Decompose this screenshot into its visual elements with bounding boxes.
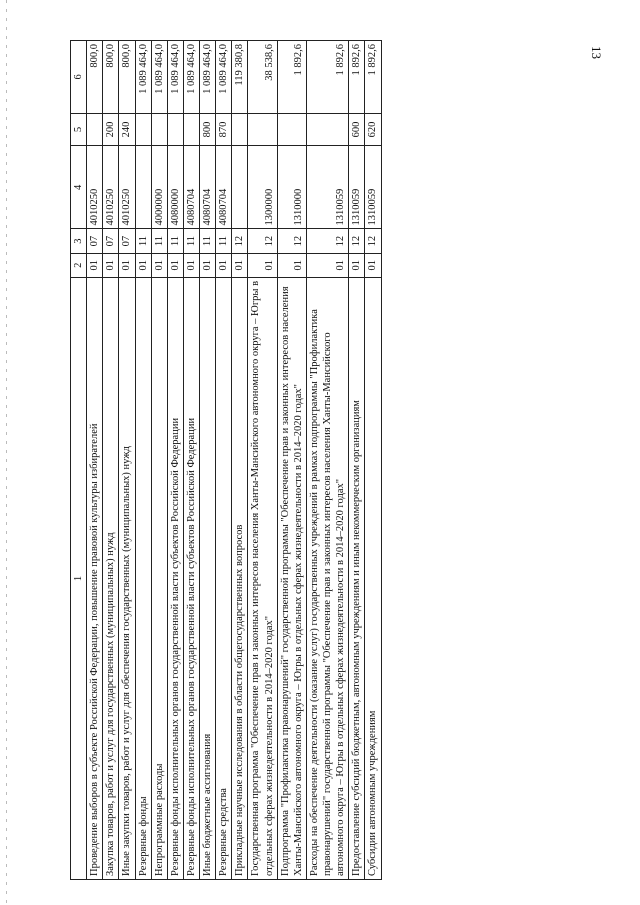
table-cell-name: Субсидии автономным учреждениям xyxy=(365,277,381,879)
table-cell-c4: 4010250 xyxy=(119,146,135,229)
table-cell-c2: 01 xyxy=(277,253,306,277)
table-cell-c4: 1300000 xyxy=(248,146,277,229)
table-cell-name: Прикладные научные исследования в области общегосударственных вопросов xyxy=(232,277,248,879)
table-cell-c3: 12 xyxy=(306,229,348,253)
header-cell: 3 xyxy=(71,229,87,253)
table-cell-c6: 1 089 464,0 xyxy=(183,41,199,114)
table-row xyxy=(277,41,306,880)
table-cell-c2: 01 xyxy=(151,253,167,277)
table-cell-c6: 1 892,6 xyxy=(365,41,381,114)
table-cell-c6: 1 892,6 xyxy=(306,41,348,114)
table-cell-c5: 620 xyxy=(365,113,381,146)
table-cell-c4 xyxy=(232,146,248,229)
table-cell-c6: 1 089 464,0 xyxy=(167,41,183,114)
table-cell-c4: 4000000 xyxy=(151,146,167,229)
table-cell-name: Проведение выборов в субъекте Российской Федерации, повышение правовой культуры избирателей xyxy=(87,277,103,879)
table-cell-name: Подпрограмма "Профилактика правонарушений" государственной программы "Обеспечение прав и законных интересов населения Ханты-Мансийского автономного округа – Югры в отдельных сферах жизнедеятельности в 2014–2020 годах" xyxy=(277,277,306,879)
table-cell-c3: 11 xyxy=(216,229,232,253)
table-cell-c3: 11 xyxy=(167,229,183,253)
table-cell-c3: 12 xyxy=(277,229,306,253)
table-header-row xyxy=(71,41,87,880)
table-cell-c2: 01 xyxy=(232,253,248,277)
table-row xyxy=(349,41,365,880)
table-cell-c6: 800,0 xyxy=(87,41,103,114)
table-cell-c4: 4080704 xyxy=(183,146,199,229)
table-cell-c2: 01 xyxy=(135,253,151,277)
table-cell-c3: 12 xyxy=(365,229,381,253)
table-cell-c6: 1 089 464,0 xyxy=(216,41,232,114)
budget-table-rotated xyxy=(70,40,382,880)
table-cell-c2: 01 xyxy=(200,253,216,277)
table-cell-c4: 1310059 xyxy=(365,146,381,229)
table-cell-c6: 1 089 464,0 xyxy=(200,41,216,114)
table-cell-c6: 1 892,6 xyxy=(277,41,306,114)
table-cell-name: Резервные фонды исполнительных органов государственной власти субъектов Российской Федерации xyxy=(167,277,183,879)
table-cell-name: Предоставление субсидий бюджетным, автономным учреждениям и иным некоммерческим организациям xyxy=(349,277,365,879)
table-cell-c2: 01 xyxy=(183,253,199,277)
page-number: 13 xyxy=(589,46,604,59)
table-cell-c4: 4010250 xyxy=(87,146,103,229)
table-cell-name: Непрограммные расходы xyxy=(151,277,167,879)
table-cell-c5 xyxy=(306,113,348,146)
table-cell-c4: 1310000 xyxy=(277,146,306,229)
table-cell-c5: 200 xyxy=(103,113,119,146)
table-row xyxy=(232,41,248,880)
table-row xyxy=(183,41,199,880)
table-cell-c5 xyxy=(87,113,103,146)
table-row xyxy=(135,41,151,880)
table-cell-c5 xyxy=(135,113,151,146)
table-row xyxy=(151,41,167,880)
budget-table xyxy=(70,40,382,880)
table-cell-c6: 800,0 xyxy=(119,41,135,114)
header-cell: 4 xyxy=(71,146,87,229)
table-cell-c5 xyxy=(167,113,183,146)
table-cell-c3: 07 xyxy=(119,229,135,253)
table-cell-c3: 12 xyxy=(232,229,248,253)
table-cell-c3: 11 xyxy=(183,229,199,253)
table-cell-c5 xyxy=(183,113,199,146)
header-cell: 2 xyxy=(71,253,87,277)
table-cell-name: Закупка товаров, работ и услуг для государственных (муниципальных) нужд xyxy=(103,277,119,879)
table-cell-c2: 01 xyxy=(216,253,232,277)
table-row xyxy=(103,41,119,880)
table-cell-c2: 01 xyxy=(306,253,348,277)
table-cell-c6: 119 380,8 xyxy=(232,41,248,114)
table-cell-name: Резервные фонды xyxy=(135,277,151,879)
table-cell-c4: 1310059 xyxy=(349,146,365,229)
table-cell-c6: 1 089 464,0 xyxy=(151,41,167,114)
table-cell-c5: 240 xyxy=(119,113,135,146)
table-cell-c6: 1 892,6 xyxy=(349,41,365,114)
table-cell-c3: 11 xyxy=(151,229,167,253)
table-row xyxy=(216,41,232,880)
table-cell-c6: 800,0 xyxy=(103,41,119,114)
table-cell-c5: 600 xyxy=(349,113,365,146)
table-cell-c4: 4080000 xyxy=(167,146,183,229)
table-cell-c5: 870 xyxy=(216,113,232,146)
table-cell-c5 xyxy=(151,113,167,146)
table-cell-c2: 01 xyxy=(365,253,381,277)
table-row xyxy=(119,41,135,880)
table-cell-c4: 4010250 xyxy=(103,146,119,229)
table-cell-c2: 01 xyxy=(167,253,183,277)
table-cell-c2: 01 xyxy=(248,253,277,277)
table-row xyxy=(87,41,103,880)
table-cell-c6: 38 538,6 xyxy=(248,41,277,114)
table-cell-c5 xyxy=(277,113,306,146)
table-cell-c5 xyxy=(232,113,248,146)
table-cell-c3: 12 xyxy=(248,229,277,253)
scan-edge xyxy=(6,0,7,905)
table-cell-name: Иные бюджетные ассигнования xyxy=(200,277,216,879)
table-cell-c4 xyxy=(135,146,151,229)
table-cell-c3: 12 xyxy=(349,229,365,253)
table-row xyxy=(248,41,277,880)
table-cell-c2: 01 xyxy=(87,253,103,277)
table-cell-name: Резервные средства xyxy=(216,277,232,879)
table-cell-c2: 01 xyxy=(119,253,135,277)
table-row xyxy=(306,41,348,880)
table-cell-c5: 800 xyxy=(200,113,216,146)
table-cell-c2: 01 xyxy=(103,253,119,277)
table-cell-c4: 4080704 xyxy=(200,146,216,229)
table-row xyxy=(365,41,381,880)
table-cell-name: Расходы на обеспечение деятельности (оказание услуг) государственных учреждений в рамках подпрограммы "Профилактика правонарушений" государственной программы "Обеспечение прав и законных интересов населения Ханты-Мансийского автономного округа – Югры в отдельных сферах жизнедеятельности в 2014–2020 годах" xyxy=(306,277,348,879)
table-cell-c3: 07 xyxy=(87,229,103,253)
table-cell-c5 xyxy=(248,113,277,146)
header-cell: 1 xyxy=(71,277,87,879)
table-cell-name: Государственная программа "Обеспечение прав и законных интересов населения Ханты-Мансийского автономного округа – Югры в отдельных сферах жизнедеятельности в 2014–2020 годах" xyxy=(248,277,277,879)
table-cell-c3: 11 xyxy=(200,229,216,253)
table-row xyxy=(200,41,216,880)
table-cell-name: Резервные фонды исполнительных органов государственной власти субъектов Российской Федерации xyxy=(183,277,199,879)
table-cell-c3: 11 xyxy=(135,229,151,253)
header-cell: 6 xyxy=(71,41,87,114)
table-cell-c3: 07 xyxy=(103,229,119,253)
table-cell-c2: 01 xyxy=(349,253,365,277)
header-cell: 5 xyxy=(71,113,87,146)
table-cell-name: Иные закупки товаров, работ и услуг для обеспечения государственных (муниципальных) нужд xyxy=(119,277,135,879)
table-row xyxy=(167,41,183,880)
table-cell-c4: 1310059 xyxy=(306,146,348,229)
table-cell-c4: 4080704 xyxy=(216,146,232,229)
table-cell-c6: 1 089 464,0 xyxy=(135,41,151,114)
